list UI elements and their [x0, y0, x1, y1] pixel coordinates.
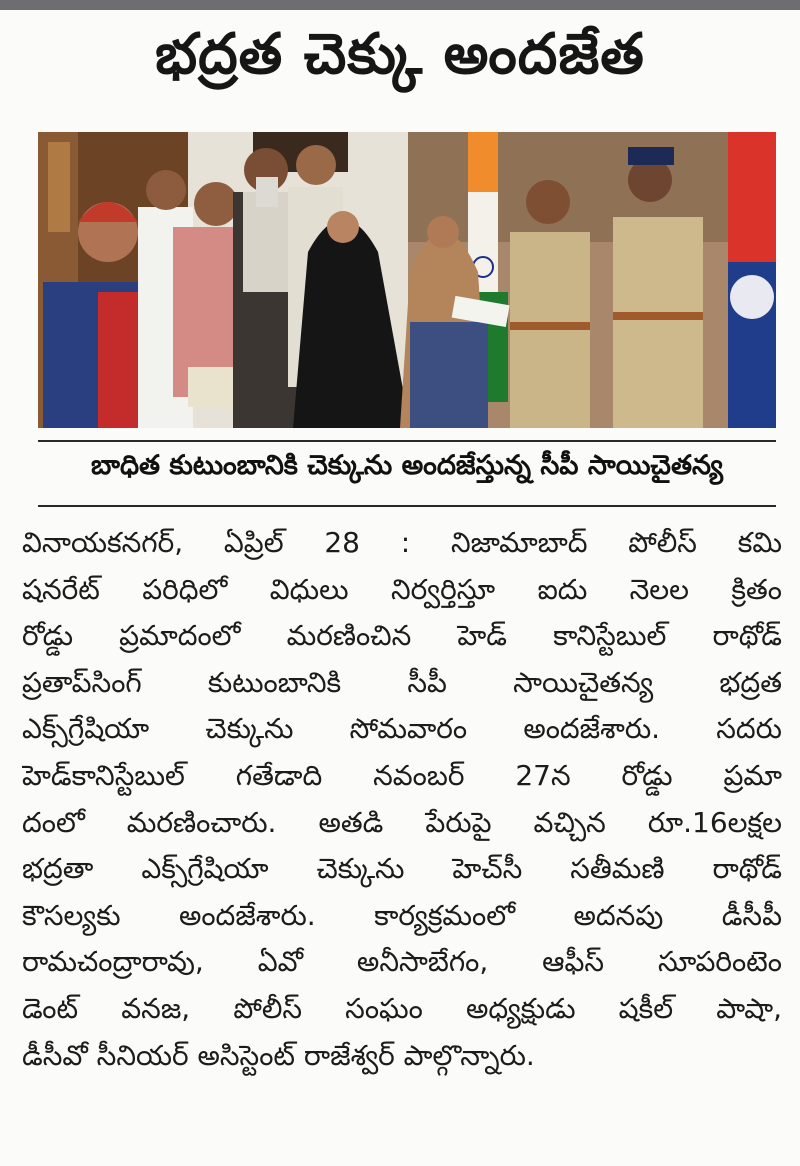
article-line: షనరేట్ పరిధిలో విధులు నిర్వర్తిస్తూ ఐదు నెలల క్రితం — [22, 572, 782, 606]
caption-rule-bottom — [38, 505, 776, 507]
article-line: రోడ్డు ప్రమాదంలో మరణించిన హెడ్ కానిస్టేబుల్ రాథోడ్ — [22, 619, 782, 653]
headline: భద్రత చెక్కు అందజేత — [155, 22, 645, 87]
photo-caption: బాధిత కుటుంబానికి చెక్కును అందజేస్తున్న సీపీ సాయిచైతన్య — [91, 450, 723, 481]
article-line: ఎక్స్‌గ్రేషియా చెక్కును సోమవారం అందజేశారు. సదరు — [22, 712, 782, 746]
top-bar — [0, 0, 800, 10]
article-line: ప్రతాప్‌సింగ్ కుటుంబానికి సీపీ సాయిచైతన్య భద్రత — [22, 665, 782, 699]
article-line: వినాయకనగర్, ఏప్రిల్ 28 : నిజామాబాద్ పోలీస్ కమి — [22, 526, 782, 559]
news-photo — [38, 132, 776, 428]
caption-rule-top — [38, 440, 776, 442]
article-line: డీసీవో సీనియర్ అసిస్టెంట్ రాజేశ్వర్ పాల్గొన్నారు. — [22, 1038, 535, 1072]
article-line: దంలో మరణించారు. అతడి పేరుపై వచ్చిన రూ.16లక్షల — [22, 805, 782, 839]
article-line: రామచంద్రారావు, ఏవో అనీసాబేగం, ఆఫీస్ సూపరింటెం — [22, 945, 782, 979]
article-line: భద్రతా ఎక్స్‌గ్రేషియా చెక్కును హెచ్‌సీ సతీమణి రాథోడ్ — [22, 852, 782, 886]
article-line: కౌసల్యకు అందజేశారు. కార్యక్రమంలో అదనపు డీసీపీ — [22, 898, 782, 932]
article-body — [22, 520, 782, 1079]
article-line: డెంట్ వనజ, పోలీస్ సంఘం అధ్యక్షుడు షకీల్ పాషా, — [22, 991, 782, 1025]
article-line: హెడ్‌కానిస్టేబుల్ గతేడాది నవంబర్ 27న రోడ్డు ప్రమా — [22, 758, 782, 792]
